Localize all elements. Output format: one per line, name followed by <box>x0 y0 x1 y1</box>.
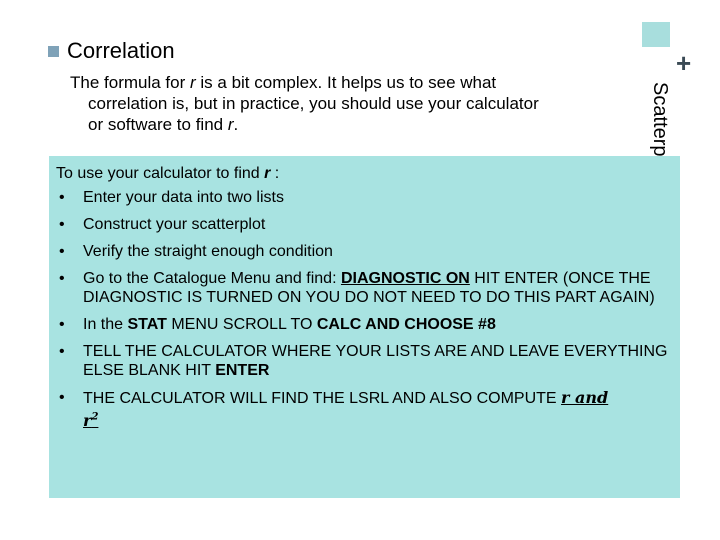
list-item: • Verify the straight enough condition <box>59 243 333 260</box>
slide-title <box>48 38 175 64</box>
intro-line-1: The formula for r is a bit complex. It helps us to see what <box>70 73 497 92</box>
vertical-section-label: Scatterp <box>649 82 671 157</box>
list-item: • Construct your scatterplot <box>59 216 266 233</box>
corner-accent-box <box>642 22 670 47</box>
list-item: • TELL THE CALCULATOR WHERE YOUR LISTS ARE AND LEAVE EVERYTHING ELSE BLANK HIT ENTER <box>59 343 668 379</box>
intro-line-2: correlation is, but in practice, you should use your calculator <box>88 94 539 113</box>
list-item: • THE CALCULATOR WILL FIND THE LSRL AND ALSO COMPUTE r and $r^2$ <box>59 388 609 431</box>
plus-icon: + <box>676 48 692 78</box>
slide-title-text: Correlation <box>67 38 175 63</box>
instructions-panel <box>49 156 680 498</box>
panel-heading: To use your calculator to find r : <box>56 165 280 182</box>
list-item: • Go to the Catalogue Menu and find: DIAGNOSTIC ON HIT ENTER (ONCE THE DIAGNOSTIC IS TURNED ON YOU DO NOT NEED TO DO THIS PART AGAIN) <box>59 270 655 306</box>
intro-paragraph <box>70 72 630 135</box>
intro-line-3: or software to find r. <box>88 115 239 134</box>
list-item: • In the STAT MENU SCROLL TO CALC AND CHOOSE #8 <box>59 316 496 333</box>
list-item: • Enter your data into two lists <box>59 189 284 206</box>
title-bullet-icon <box>48 46 59 57</box>
instruction-list <box>56 188 672 431</box>
